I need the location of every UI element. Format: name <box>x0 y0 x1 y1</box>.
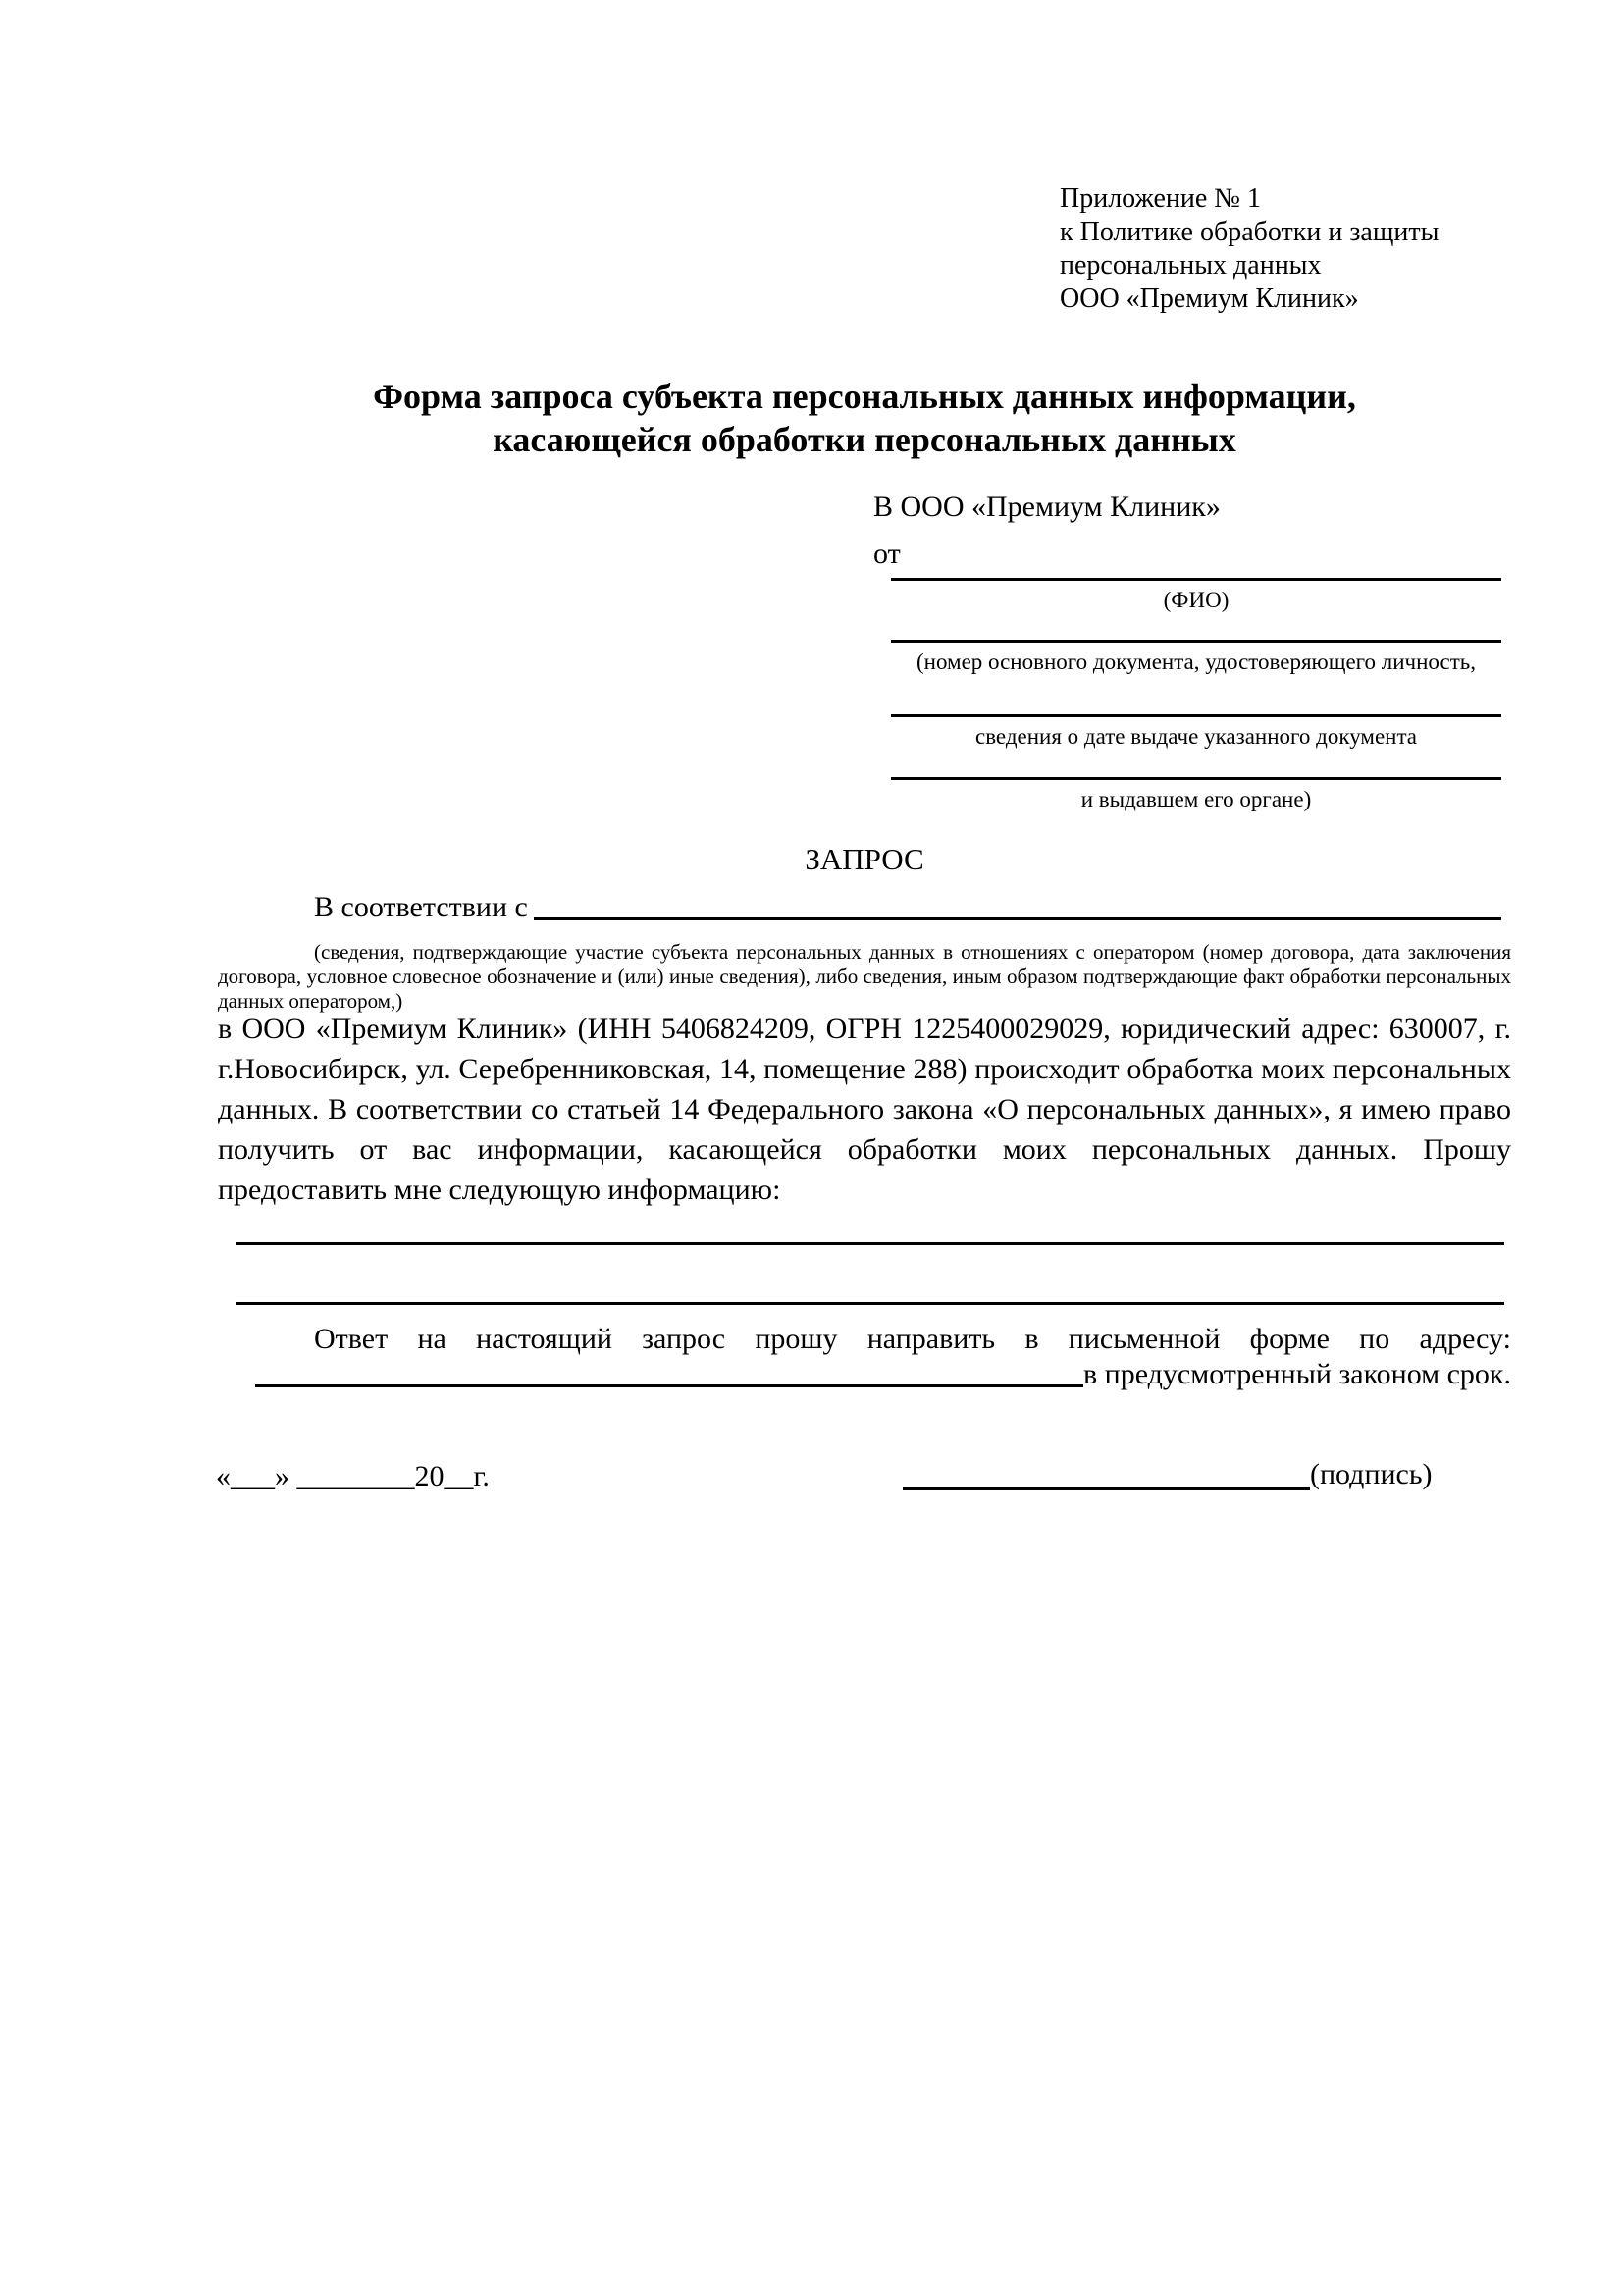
request-body: в ООО «Премиум Клиник» (ИНН 5406824209, ОГРН 1225400029029, юридический адрес: 630007, г. г.Новосибирск, ул. Серебренниковская, 14, помещение 288) происходит обработка моих персональных данных. В соответствии со статьей 14 Федерального закона «О персональных данных», я имею право получить от вас информации, касающейся обработки моих персональных данных. Прошу предоставить мне следующую информацию: <box>218 1013 1511 1206</box>
date-blank: «___» ________20__г. <box>216 1460 490 1492</box>
appendix-line: персональных данных <box>1060 250 1322 281</box>
addressee-org: В ООО «Премиум Клиник» <box>873 491 1221 523</box>
reply-address-text: Ответ на настоящий запрос прошу направить в письменной форме по адресу: <box>314 1323 1511 1355</box>
reply-address-field-line <box>255 1358 1083 1387</box>
appendix-note <box>1060 183 1439 316</box>
request-heading: ЗАПРОС <box>805 842 924 876</box>
doc-date-caption: сведения о дате выдаче указанного документа <box>974 724 1418 749</box>
doc-date-field-line <box>891 714 1501 717</box>
info-field-line-2 <box>236 1302 1504 1305</box>
document-title-line-2: касающейся обработки персональных данных <box>493 420 1236 459</box>
doc-number-field-line <box>891 640 1501 643</box>
doc-issuer-field-line <box>891 777 1501 780</box>
doc-issuer-caption: и выдавшем его органе) <box>1080 787 1312 811</box>
addressee-from-label: от <box>873 538 901 570</box>
reply-deadline-text: в предусмотренный законом срок. <box>1083 1358 1511 1390</box>
basis-prefix: В соответствии с <box>314 891 528 923</box>
appendix-line: Приложение № 1 <box>1060 183 1261 214</box>
basis-field-line <box>534 891 1501 920</box>
signature-field-line <box>903 1487 1310 1490</box>
signature-caption: (подпись) <box>1310 1458 1433 1490</box>
fio-field-line <box>891 578 1501 581</box>
document-title <box>218 375 1511 461</box>
appendix-line: ООО «Премиум Клиник» <box>1060 284 1359 314</box>
fio-caption: (ФИО) <box>1163 588 1230 612</box>
appendix-line: к Политике обработки и защиты <box>1060 217 1440 247</box>
doc-number-caption: (номер основного документа, удостоверяющего личность, <box>916 650 1476 674</box>
basis-note: (сведения, подтверждающие участие субъекта персональных данных в отношениях с оператором (номер договора, дата заключения договора, условное словесное обозначение и (или) иные сведения), либо сведения, иным образом подтверждающие факт обработки персональных данных оператором,) <box>218 940 1511 1013</box>
info-field-line-1 <box>236 1242 1504 1245</box>
document-title-line-1: Форма запроса субъекта персональных данных информации, <box>373 377 1356 416</box>
reply-address-row <box>255 1358 1511 1391</box>
basis-row <box>218 891 1501 924</box>
